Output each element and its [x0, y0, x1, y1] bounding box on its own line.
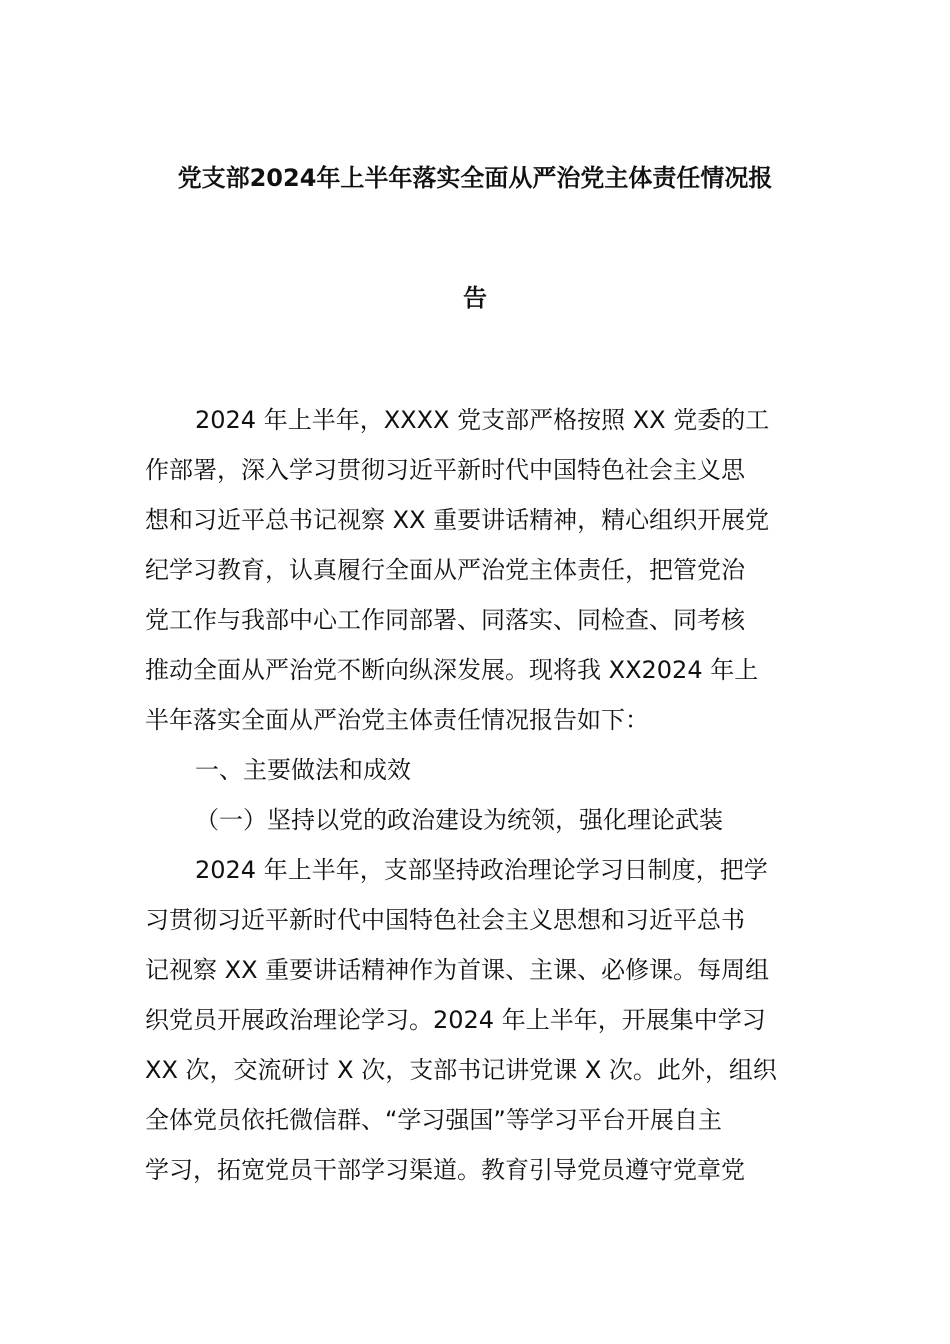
body-line: 织党员开展政治理论学习。2024 年上半年，开展集中学习 [145, 1006, 766, 1034]
body-line: 全体党员依托微信群、“学习强国”等学习平台开展自主 [145, 1106, 722, 1134]
body-line: 推动全面从严治党不断向纵深发展。现将我 XX2024 年上 [145, 656, 759, 684]
body-line: 半年落实全面从严治党主体责任情况报告如下： [145, 706, 649, 734]
body-line: 学习，拓宽党员干部学习渠道。教育引导党员遵守党章党 [145, 1156, 745, 1184]
section-heading: 一、主要做法和成效 [195, 756, 411, 784]
body-line: 党工作与我部中心工作同部署、同落实、同检查、同考核 [145, 606, 745, 634]
body-line: 习贯彻习近平新时代中国特色社会主义思想和习近平总书 [145, 906, 745, 934]
body-line: 作部署，深入学习贯彻习近平新时代中国特色社会主义思 [145, 456, 745, 484]
body-line: XX 次，交流研讨 X 次，支部书记讲党课 X 次。此外，组织 [145, 1056, 777, 1084]
body-line: 想和习近平总书记视察 XX 重要讲话精神，精心组织开展党 [145, 506, 770, 534]
subsection-heading: （一）坚持以党的政治建设为统领，强化理论武装 [195, 806, 723, 834]
body-line: 纪学习教育，认真履行全面从严治党主体责任，把管党治 [145, 556, 745, 584]
body-line: 2024 年上半年，支部坚持政治理论学习日制度，把学 [195, 856, 768, 884]
body-line: 2024 年上半年，XXXX 党支部严格按照 XX 党委的工 [195, 406, 770, 434]
body-line: 记视察 XX 重要讲话精神作为首课、主课、必修课。每周组 [145, 956, 770, 984]
document-title-line-2: 告 [463, 284, 487, 312]
document-title-line-1: 党支部2024年上半年落实全面从严治党主体责任情况报 [177, 164, 773, 192]
